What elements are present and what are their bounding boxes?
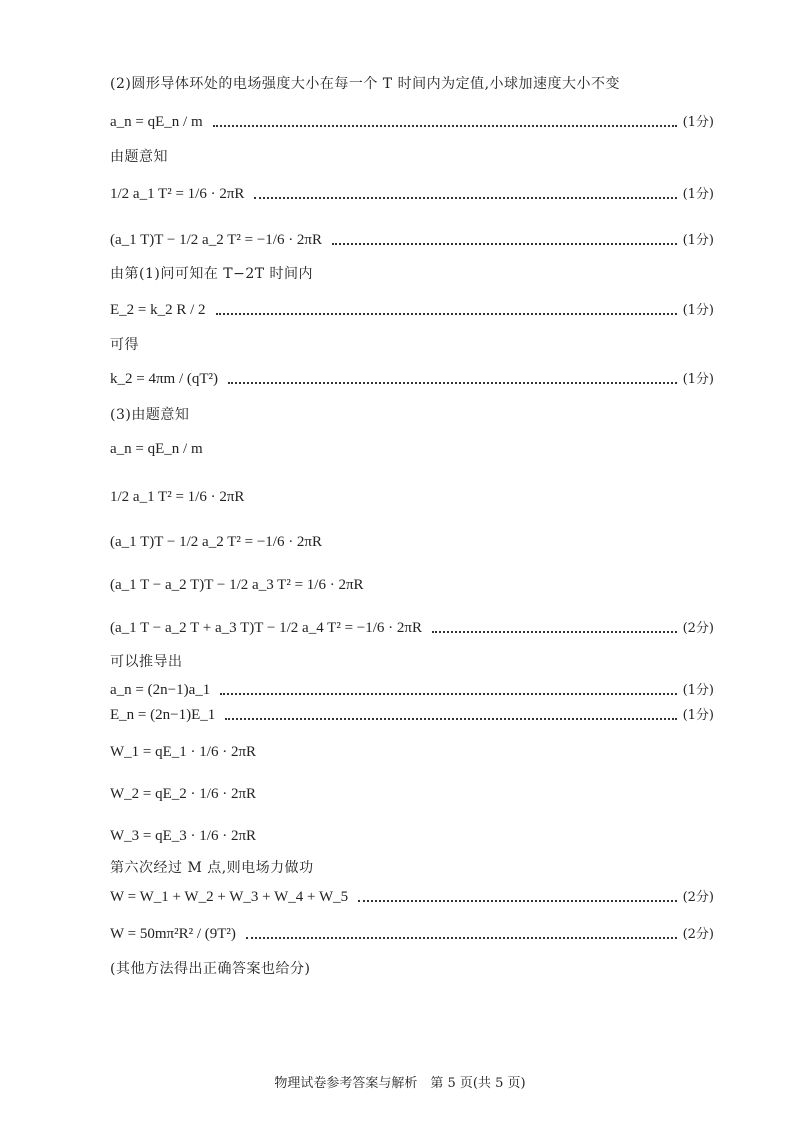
line-5 (110, 267, 714, 281)
text: (其他方法得出正确答案也给分) (110, 961, 311, 977)
line-23 (110, 927, 714, 942)
line-13 (110, 578, 714, 593)
page-footer: 物理试卷参考答案与解析 第 5 页(共 5 页) (274, 1076, 526, 1091)
equation: (a_1 T)T − 1/2 a_2 T² = −1/6 · 2πR (110, 534, 323, 550)
text: 由题意知 (110, 149, 168, 165)
line-20 (110, 829, 714, 844)
score: (1分) (682, 233, 714, 248)
score: (1分) (682, 683, 714, 698)
equation: W_1 = qE_1 · 1/6 · 2πR (110, 744, 257, 760)
text: (2)圆形导体环处的电场强度大小在每一个 T 时间内为定值,小球加速度大小不变 (110, 76, 621, 92)
equation: (a_1 T)T − 1/2 a_2 T² = −1/6 · 2πR (110, 232, 323, 248)
leader-dots (213, 125, 677, 127)
line-24 (110, 962, 714, 976)
equation: W = W_1 + W_2 + W_3 + W_4 + W_5 (110, 889, 349, 905)
score: (1分) (682, 115, 714, 130)
line-2 (110, 150, 714, 164)
line-19 (110, 787, 714, 802)
equation: 1/2 a_1 T² = 1/6 · 2πR (110, 489, 245, 505)
line-22 (110, 890, 714, 905)
text: 由第(1)问可知在 T−2T 时间内 (110, 266, 314, 282)
leader-dots (332, 243, 677, 245)
line-7 (110, 338, 714, 352)
equation: (a_1 T − a_2 T + a_3 T)T − 1/2 a_4 T² = −1/6 · 2πR (110, 620, 422, 636)
score: (2分) (682, 927, 714, 942)
line-15 (110, 655, 714, 669)
equation: 1/2 a_1 T² = 1/6 · 2πR (110, 186, 245, 202)
score: (1分) (682, 187, 714, 202)
line-0 (110, 77, 714, 91)
equation: W_2 = qE_2 · 1/6 · 2πR (110, 786, 257, 802)
text: (3)由题意知 (110, 407, 190, 423)
leader-dots (225, 718, 676, 720)
leader-dots (228, 382, 677, 384)
line-3 (110, 187, 714, 202)
equation: (a_1 T − a_2 T)T − 1/2 a_3 T² = 1/6 · 2πR (110, 577, 364, 593)
equation: E_2 = k_2 R / 2 (110, 302, 206, 318)
score: (1分) (682, 372, 714, 387)
line-18 (110, 745, 714, 760)
line-11 (110, 490, 714, 505)
leader-dots (254, 197, 676, 199)
leader-dots (246, 937, 677, 939)
line-9 (110, 408, 714, 422)
text: 可得 (110, 337, 139, 353)
line-21 (110, 861, 714, 875)
line-16 (110, 683, 714, 698)
equation: E_n = (2n−1)E_1 (110, 707, 216, 723)
equation: W_3 = qE_3 · 1/6 · 2πR (110, 828, 257, 844)
score: (1分) (682, 708, 714, 723)
score: (2分) (682, 621, 714, 636)
score: (2分) (682, 890, 714, 905)
line-8 (110, 372, 714, 387)
equation: a_n = qE_n / m (110, 114, 203, 130)
text: 第六次经过 M 点,则电场力做功 (110, 860, 314, 876)
line-1 (110, 115, 714, 130)
line-17 (110, 708, 714, 723)
equation: a_n = qE_n / m (110, 441, 203, 457)
text: 可以推导出 (110, 654, 183, 670)
equation: k_2 = 4πm / (qT²) (110, 371, 219, 387)
leader-dots (220, 693, 676, 695)
score: (1分) (682, 303, 714, 318)
line-12 (110, 535, 714, 550)
line-4 (110, 233, 714, 248)
leader-dots (432, 631, 677, 633)
line-14 (110, 621, 714, 636)
line-10 (110, 442, 714, 457)
line-6 (110, 303, 714, 318)
leader-dots (216, 313, 677, 315)
equation: a_n = (2n−1)a_1 (110, 682, 211, 698)
leader-dots (358, 900, 676, 902)
equation: W = 50mπ²R² / (9T²) (110, 926, 236, 942)
